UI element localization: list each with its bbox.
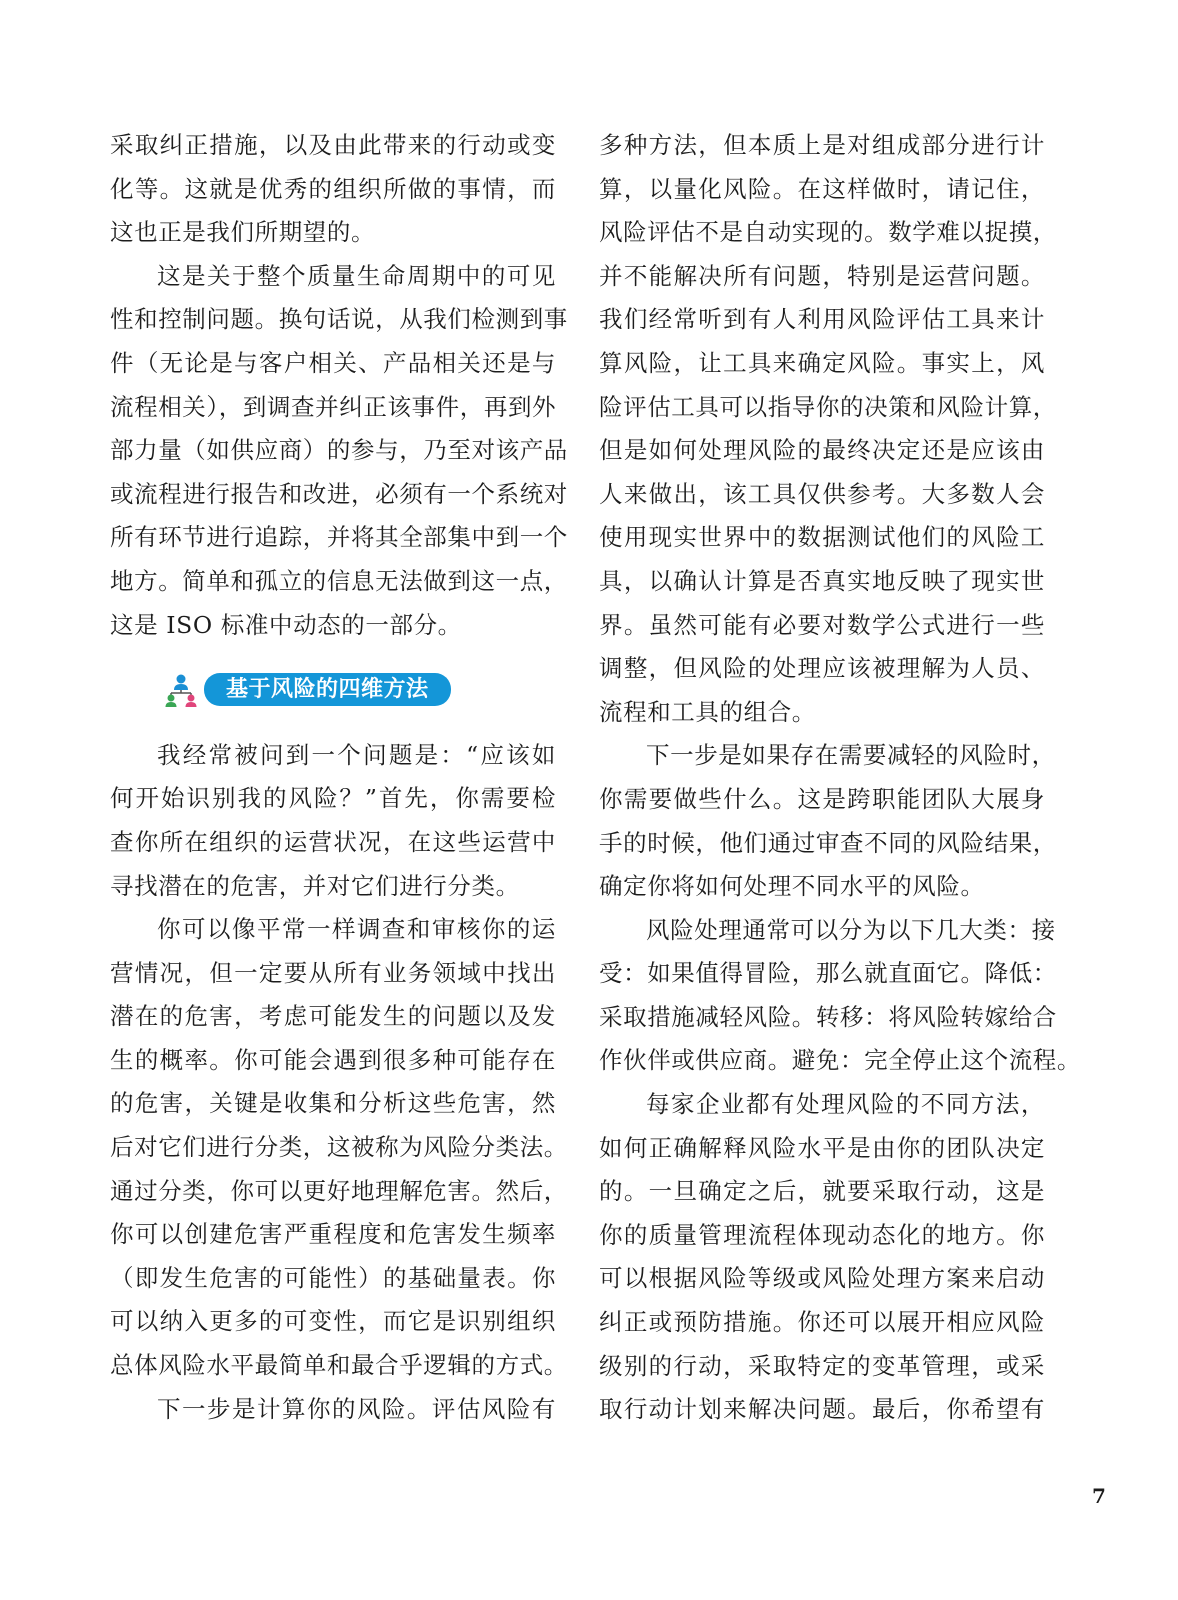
paragraph	[110, 1388, 556, 1432]
text-line: 手的时候，他们通过审查不同的风险结果，	[599, 828, 1057, 857]
text-line: 所有环节进行追踪，并将其全部集中到一个	[110, 523, 568, 552]
text-line: 可以纳入更多的可变性，而它是识别组织	[110, 1307, 556, 1336]
text-line: 纠正或预防措施。你还可以展开相应风险	[599, 1308, 1045, 1337]
text-line: 这是 ISO 标准中动态的一部分。	[110, 610, 462, 639]
people-hierarchy-icon	[164, 673, 198, 707]
text-line: 调整，但风险的处理应该被理解为人员、	[599, 654, 1045, 683]
text-line: 下一步是计算你的风险。评估风险有	[157, 1394, 556, 1423]
text-line: 潜在的危害，考虑可能发生的问题以及发	[110, 1002, 556, 1031]
paragraph	[110, 908, 568, 1388]
text-line: 后对它们进行分类，这被称为风险分类法。	[110, 1133, 568, 1162]
text-line: 采取措施减轻风险。转移：将风险转嫁给合	[599, 1002, 1057, 1031]
paragraph	[599, 734, 1057, 908]
text-line: 或流程进行报告和改进，必须有一个系统对	[110, 479, 568, 508]
section-heading-label: 基于风险的四维方法	[204, 673, 451, 706]
text-line: 件（无论是与客户相关、产品相关还是与	[110, 348, 556, 377]
text-line: 算，以量化风险。在这样做时，请记住，	[599, 174, 1045, 203]
text-line: 的危害，关键是收集和分析这些危害，然	[110, 1089, 556, 1118]
paragraph	[110, 124, 556, 255]
text-line: 寻找潜在的危害，并对它们进行分类。	[110, 871, 520, 900]
text-line: 部力量（如供应商）的参与，乃至对该产品	[110, 436, 568, 465]
text-line: 查你所在组织的运营状况，在这些运营中	[110, 827, 556, 856]
text-line: 确定你将如何处理不同水平的风险。	[599, 872, 985, 901]
text-line: 具，以确认计算是否真实地反映了现实世	[599, 566, 1045, 595]
text-line: 流程相关），到调查并纠正该事件，再到外	[110, 392, 557, 421]
text-line: 并不能解决所有问题，特别是运营问题。	[599, 261, 1045, 290]
text-line: 作伙伴或供应商。避免：完全停止这个流程。	[599, 1046, 1081, 1075]
text-line: 但是如何处理风险的最终决定还是应该由	[599, 436, 1045, 465]
text-line: 你的质量管理流程体现动态化的地方。你	[599, 1220, 1045, 1249]
text-line: 总体风险水平最简单和最合乎逻辑的方式。	[110, 1351, 568, 1380]
text-line: 何开始识别我的风险？”首先，你需要检	[110, 784, 556, 813]
text-line: 多种方法，但本质上是对组成部分进行计	[599, 131, 1045, 159]
text-line: 营情况，但一定要从所有业务领域中找出	[110, 958, 556, 987]
text-line: 级别的行动，采取特定的变革管理，或采	[599, 1351, 1045, 1380]
section-heading	[164, 668, 556, 712]
text-line: 受：如果值得冒险，那么就直面它。降低：	[599, 959, 1057, 988]
text-line: 风险评估不是自动实现的。数学难以捉摸，	[599, 218, 1057, 247]
text-line: 我经常被问到一个问题是：“应该如	[157, 740, 556, 769]
paragraph	[599, 1083, 1045, 1432]
text-line: 化等。这就是优秀的组织所做的事情，而	[110, 174, 556, 203]
text-line: 风险处理通常可以分为以下几大类：接	[646, 915, 1056, 944]
text-line: 界。虽然可能有必要对数学公式进行一些	[599, 610, 1045, 639]
text-line: 人来做出，该工具仅供参考。大多数人会	[599, 479, 1045, 508]
right-column	[599, 124, 1081, 1432]
text-line: 通过分类，你可以更好地理解危害。然后，	[110, 1176, 568, 1205]
page-number: 7	[1092, 1484, 1106, 1508]
text-line: （即发生危害的可能性）的基础量表。你	[110, 1263, 556, 1292]
text-line: 的。一旦确定之后，就要采取行动，这是	[599, 1177, 1045, 1206]
text-line: 性和控制问题。换句话说，从我们检测到事	[110, 305, 568, 334]
paragraph	[599, 124, 1057, 734]
text-line: 我们经常听到有人利用风险评估工具来计	[599, 305, 1045, 334]
left-column	[110, 124, 568, 1431]
text-line: 如何正确解释风险水平是由你的团队决定	[599, 1133, 1045, 1162]
paragraph	[110, 255, 568, 647]
text-line: 可以根据风险等级或风险处理方案来启动	[599, 1264, 1045, 1293]
text-line: 采取纠正措施，以及由此带来的行动或变	[110, 131, 556, 159]
text-line: 险评估工具可以指导你的决策和风险计算，	[599, 392, 1057, 421]
text-line: 取行动计划来解决问题。最后，你希望有	[599, 1395, 1045, 1424]
paragraph	[599, 909, 1081, 1083]
paragraph	[110, 734, 556, 908]
text-line: 这是关于整个质量生命周期中的可见	[157, 261, 556, 290]
text-line: 地方。简单和孤立的信息无法做到这一点，	[110, 566, 568, 595]
text-line: 流程和工具的组合。	[599, 697, 816, 726]
text-line: 你可以像平常一样调查和审核你的运	[157, 915, 556, 944]
text-line: 算风险，让工具来确定风险。事实上，风	[599, 348, 1045, 377]
text-line: 使用现实世界中的数据测试他们的风险工	[599, 523, 1045, 552]
text-line: 下一步是如果存在需要减轻的风险时，	[646, 741, 1056, 770]
text-line: 这也正是我们所期望的。	[110, 218, 376, 247]
text-line: 每家企业都有处理风险的不同方法，	[646, 1090, 1045, 1119]
text-line: 你需要做些什么。这是跨职能团队大展身	[599, 784, 1045, 813]
text-line: 生的概率。你可能会遇到很多种可能存在	[110, 1045, 556, 1074]
text-line: 你可以创建危害严重程度和危害发生频率	[110, 1220, 556, 1249]
